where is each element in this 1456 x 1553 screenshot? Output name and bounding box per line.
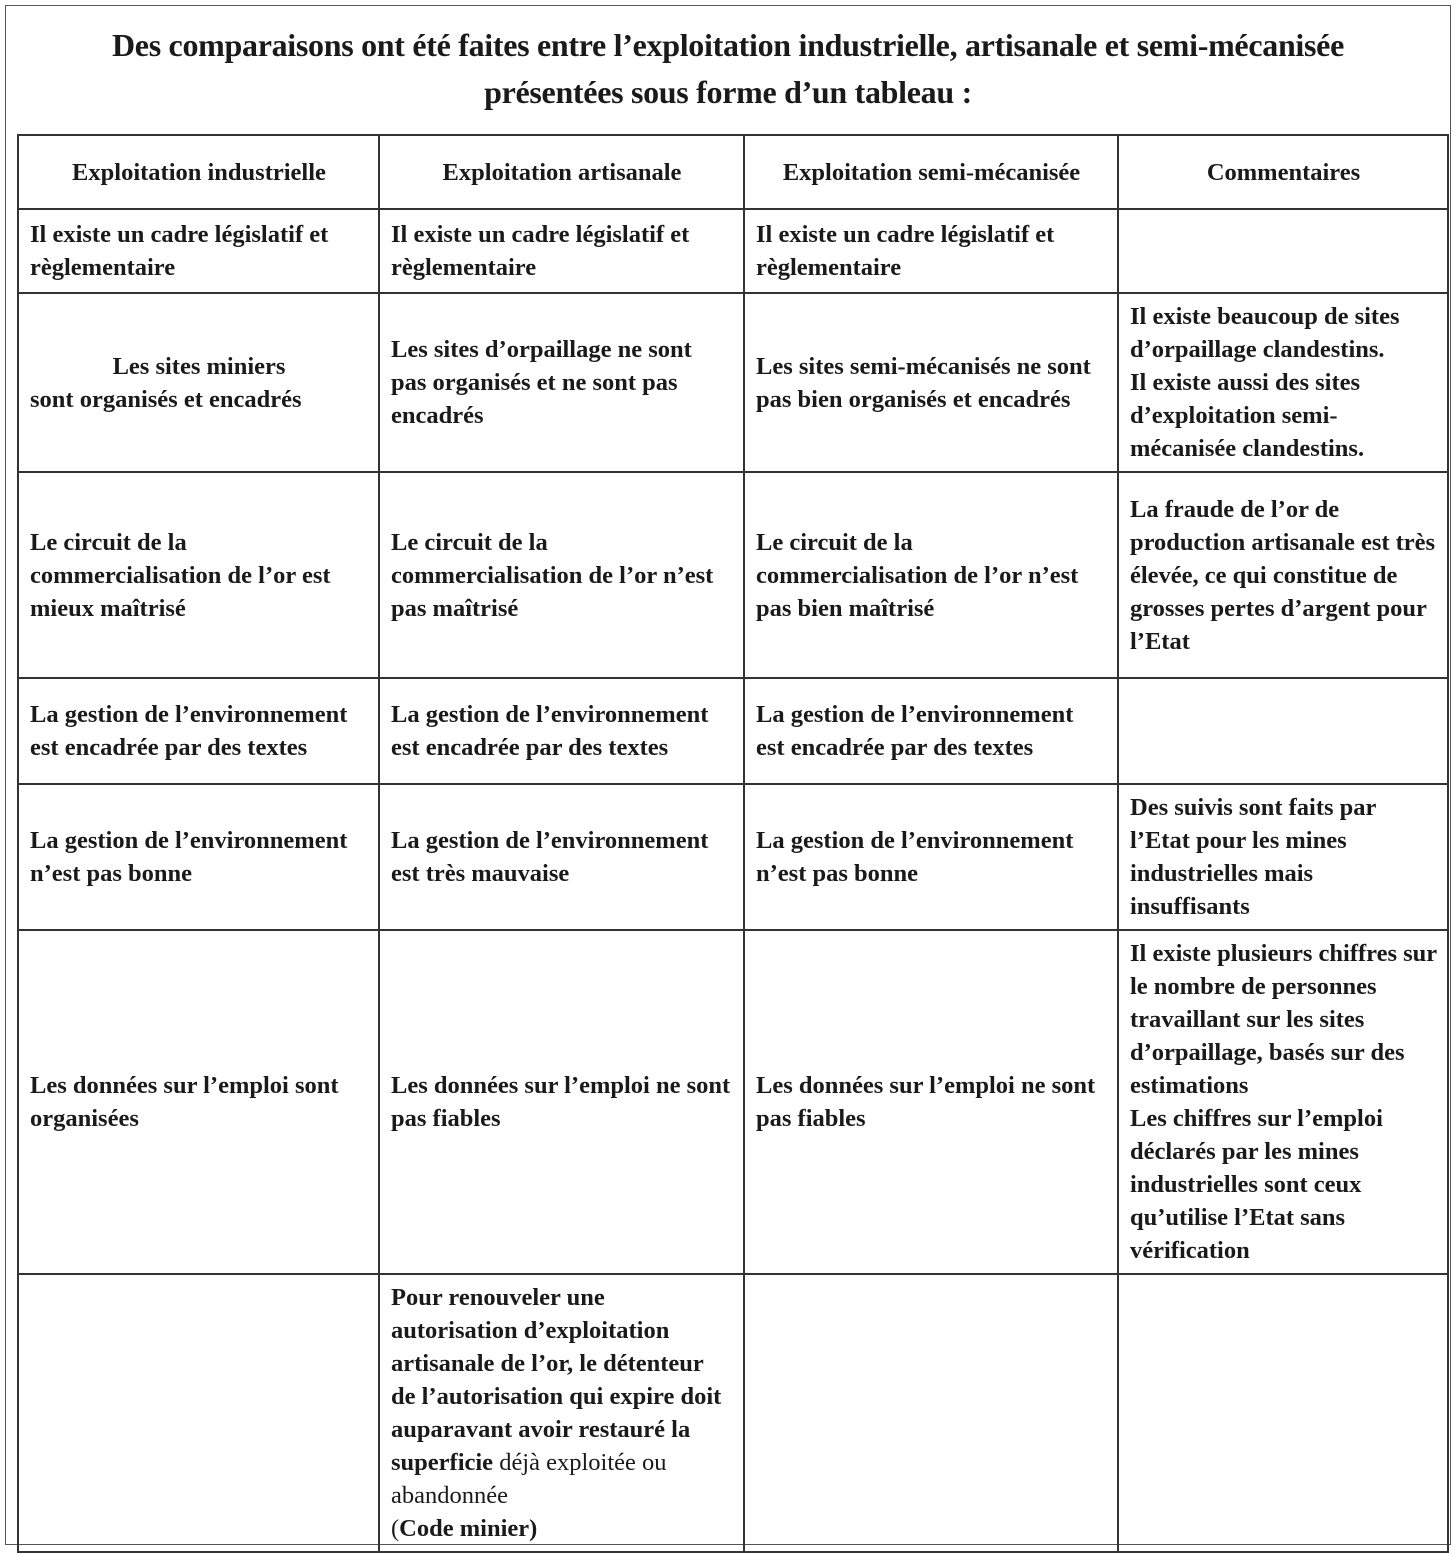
column-header-industrielle: Exploitation industrielle <box>18 135 379 209</box>
table-row <box>18 472 1448 678</box>
cell-artisanale: Les sites d’orpaillage ne sont pas organisés et ne sont pas encadrés <box>379 293 744 472</box>
column-header-commentaires: Commentaires <box>1118 135 1448 209</box>
cell-semi-mecanisee: Les sites semi-mécanisés ne sont pas bien organisés et encadrés <box>744 293 1118 472</box>
cell-text-line: sont organisés et encadrés <box>30 385 302 413</box>
comparison-table <box>17 134 1449 1553</box>
cell-commentaires <box>1118 1274 1448 1552</box>
cell-commentaires <box>1118 293 1448 472</box>
cell-semi-mecanisee: La gestion de l’environnement est encadrée par des textes <box>744 678 1118 784</box>
cell-text-paren: ( <box>391 1515 400 1542</box>
table-row <box>18 209 1448 293</box>
cell-artisanale <box>379 1274 744 1552</box>
cell-industrielle: La gestion de l’environnement est encadrée par des textes <box>18 678 379 784</box>
column-header-artisanale: Exploitation artisanale <box>379 135 744 209</box>
cell-artisanale: La gestion de l’environnement est très mauvaise <box>379 784 744 930</box>
cell-industrielle <box>18 1274 379 1552</box>
table-row <box>18 293 1448 472</box>
cell-artisanale: La gestion de l’environnement est encadrée par des textes <box>379 678 744 784</box>
cell-text-bold: Pour renouveler une autorisation d’exploitation artisanale de l’or, le détenteur de l’autorisation qui expire doit auparavant avoir restauré la superficie <box>391 1284 722 1476</box>
cell-semi-mecanisee: Les données sur l’emploi ne sont pas fiables <box>744 930 1118 1274</box>
cell-commentaires <box>1118 930 1448 1274</box>
cell-commentaires <box>1118 209 1448 293</box>
cell-industrielle: Les données sur l’emploi sont organisées <box>18 930 379 1274</box>
cell-commentaires: Des suivis sont faits par l’Etat pour les mines industrielles mais insuffisants <box>1118 784 1448 930</box>
cell-text-line: Il existe beaucoup de sites d’orpaillage clandestins. <box>1130 303 1400 363</box>
title-line-1: Des comparaisons ont été faites entre l’exploitation industrielle, artisanale et semi-mécanisée <box>111 27 1344 63</box>
cell-text-normal: déjà exploitée ou abandonnée <box>391 1449 667 1509</box>
table-row <box>18 930 1448 1274</box>
cell-semi-mecanisee: Il existe un cadre législatif et règlementaire <box>744 209 1118 293</box>
cell-text-line: Les sites miniers <box>112 352 286 380</box>
cell-semi-mecanisee: La gestion de l’environnement n’est pas bonne <box>744 784 1118 930</box>
title-line-2: présentées sous forme d’un tableau : <box>484 74 972 110</box>
cell-artisanale: Le circuit de la commercialisation de l’or n’est pas maîtrisé <box>379 472 744 678</box>
cell-text-line: Il existe plusieurs chiffres sur le nombre de personnes travaillant sur les sites d’orpaillage, basés sur des estimations <box>1130 940 1437 1099</box>
cell-commentaires: La fraude de l’or de production artisanale est très élevée, ce qui constitue de grosses pertes d’argent pour l’Etat <box>1118 472 1448 678</box>
cell-artisanale: Il existe un cadre législatif et règlementaire <box>379 209 744 293</box>
cell-industrielle: Il existe un cadre législatif et règlementaire <box>18 209 379 293</box>
cell-semi-mecanisee: Le circuit de la commercialisation de l’or n’est pas bien maîtrisé <box>744 472 1118 678</box>
cell-text-line: Les chiffres sur l’emploi déclarés par les mines industrielles sont ceux qu’utilise l’Etat sans vérification <box>1130 1105 1383 1264</box>
cell-industrielle <box>18 293 379 472</box>
cell-industrielle: La gestion de l’environnement n’est pas bonne <box>18 784 379 930</box>
table-row <box>18 1274 1448 1552</box>
page-title <box>10 22 1446 116</box>
cell-industrielle: Le circuit de la commercialisation de l’or est mieux maîtrisé <box>18 472 379 678</box>
table-header-row <box>18 135 1448 209</box>
cell-text-line: Il existe aussi des sites d’exploitation semi-mécanisée clandestins. <box>1130 369 1365 462</box>
cell-semi-mecanisee <box>744 1274 1118 1552</box>
cell-commentaires <box>1118 678 1448 784</box>
column-header-semi-mecanisee: Exploitation semi-mécanisée <box>744 135 1118 209</box>
table-row <box>18 784 1448 930</box>
cell-artisanale: Les données sur l’emploi ne sont pas fiables <box>379 930 744 1274</box>
cell-text-code-minier: Code minier) <box>399 1515 538 1542</box>
table-row <box>18 678 1448 784</box>
